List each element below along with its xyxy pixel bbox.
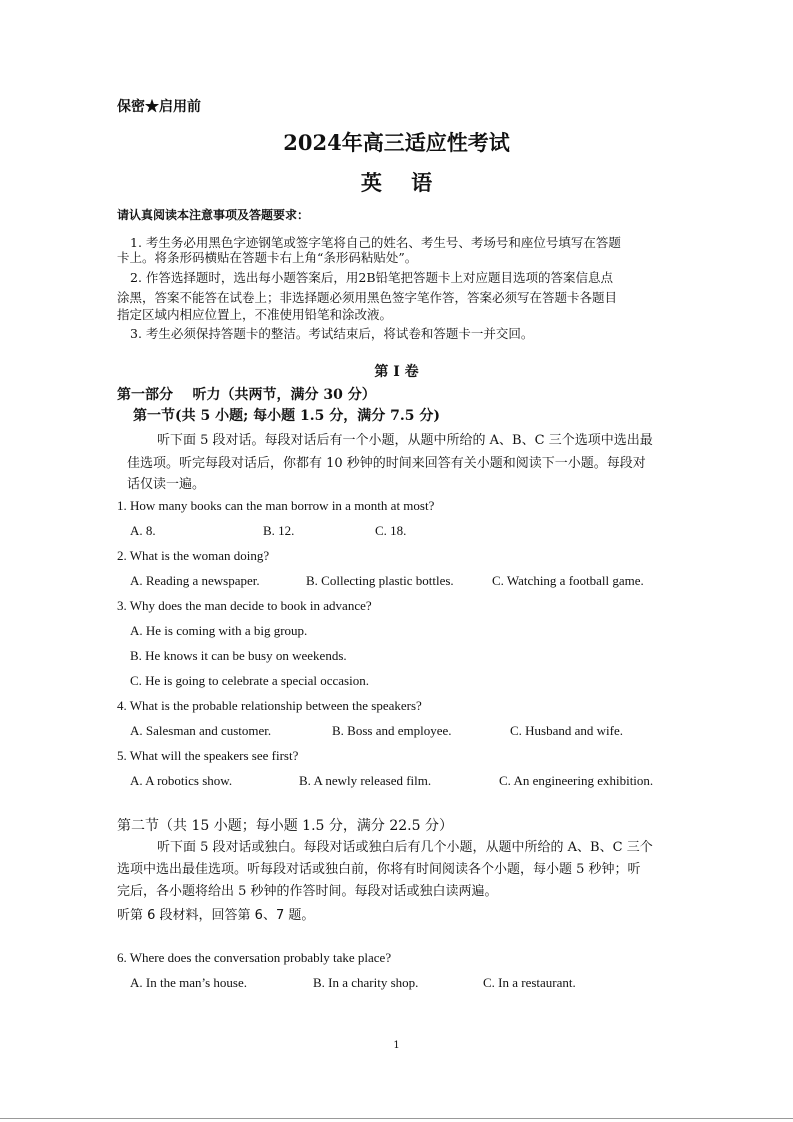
subject-title: 英 语 (360, 170, 433, 195)
q5-option-a: A. A robotics show. (130, 773, 233, 788)
q6-option-a: A. In the man’s house. (130, 975, 247, 990)
q3-option-c: C. He is going to celebrate a special occasion. (130, 673, 369, 688)
section1-instruction: 话仅读一遍。 (127, 477, 206, 492)
volume-heading: 第 I 卷 (374, 364, 419, 380)
section1-title: 第一节(共 5 小题; 每小题 1.5 分，满分 7.5 分) (133, 408, 440, 424)
material-instruction: 听第 6 段材料，回答第 6、7 题。 (117, 908, 315, 923)
part1-title: 第一部分 听力（共两节，满分 30 分） (117, 387, 376, 403)
q3-option-a: A. He is coming with a big group. (130, 623, 308, 638)
section2-title: 第二节（共 15 小题；每小题 1.5 分，满分 22.5 分） (117, 818, 453, 834)
q5-option-c: C. An engineering exhibition. (499, 773, 654, 788)
notice-line: 卡上。将条形码横贴在答题卡右上角“条形码粘贴处”。 (117, 250, 418, 265)
question-5: 5. What will the speakers see first? (117, 748, 299, 763)
q1-option-a: A. 8. (130, 523, 156, 538)
section1-instruction: 听下面 5 段对话。每段对话后有一个小题，从题中所给的 A、B、C 三个选项中选出最 (157, 433, 653, 448)
notice-heading: 请认真阅读本注意事项及答题要求： (117, 208, 310, 222)
q1-option-b: B. 12. (263, 523, 295, 538)
question-3: 3. Why does the man decide to book in advance? (117, 598, 372, 613)
page-bottom-divider (0, 1118, 793, 1119)
question-4: 4. What is the probable relationship between the speakers? (117, 698, 422, 713)
notice-line: 指定区域内相应位置上，不准使用铅笔和涂改液。 (117, 307, 393, 322)
section2-instruction: 听下面 5 段对话或独白。每段对话或独白后有几个小题，从题中所给的 A、B、C 三个 (157, 840, 653, 855)
notice-line: 1. 考生务必用黑色字迹钢笔或签字笔将自己的姓名、考生号、考场号和座位号填写在答题 (130, 235, 621, 250)
section2-instruction: 完后，各小题将给出 5 秒钟的作答时间。每段对话或独白读两遍。 (117, 884, 498, 899)
section2-instruction: 选项中选出最佳选项。听每段对话或独白前，你将有时间阅读各个小题，每小题 5 秒钟；听 (117, 862, 641, 877)
notice-line: 2. 作答选择题时，选出每小题答案后，用2B铅笔把答题卡上对应题目选项的答案信息点 (130, 270, 614, 285)
q3-option-b: B. He knows it can be busy on weekends. (130, 648, 347, 663)
q2-option-a: A. Reading a newspaper. (130, 573, 260, 588)
q4-option-a: A. Salesman and customer. (130, 723, 272, 738)
question-1: 1. How many books can the man borrow in a month at most? (117, 498, 435, 513)
question-6: 6. Where does the conversation probably take place? (117, 950, 392, 965)
question-2: 2. What is the woman doing? (117, 548, 270, 563)
confidential-label: 保密★启用前 (117, 99, 201, 115)
q2-option-c: C. Watching a football game. (492, 573, 644, 588)
q6-option-c: C. In a restaurant. (483, 975, 576, 990)
q1-option-c: C. 18. (375, 523, 407, 538)
page-number: 1 (393, 1040, 400, 1051)
notice-line: 涂黑，答案不能答在试卷上；非选择题必须用黑色签字笔作答，答案必须写在答题卡各题目 (117, 290, 618, 305)
section1-instruction: 佳选项。听完每段对话后，你都有 10 秒钟的时间来回答有关小题和阅读下一小题。每段对 (127, 456, 646, 471)
q2-option-b: B. Collecting plastic bottles. (306, 573, 454, 588)
exam-title: 2024年高三适应性考试 (283, 130, 510, 155)
q6-option-b: B. In a charity shop. (313, 975, 419, 990)
q5-option-b: B. A newly released film. (299, 773, 432, 788)
q4-option-b: B. Boss and employee. (332, 723, 452, 738)
notice-line: 3. 考生必须保持答题卡的整洁。考试结束后，将试卷和答题卡一并交回。 (130, 326, 534, 341)
q4-option-c: C. Husband and wife. (510, 723, 624, 738)
